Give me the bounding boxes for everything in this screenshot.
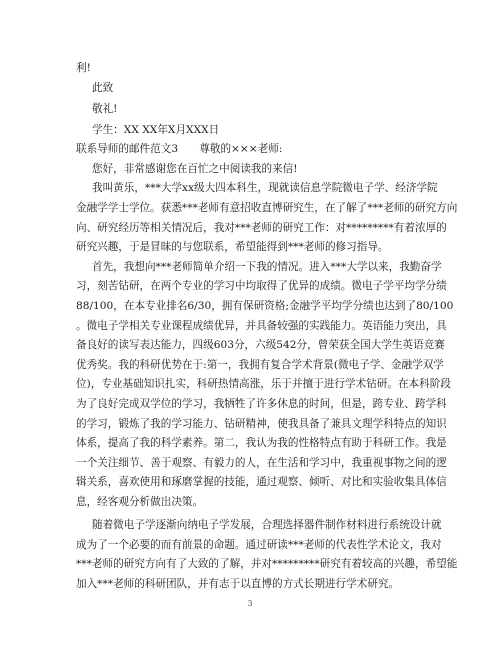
paragraph-line: 随着微电子学逐渐向纳电子学发展，合理选择器件制作材料进行系统设计就: [92, 519, 442, 531]
paragraph-line: 成为了一个必要的而有前景的命题。通过研读***老师的代表性学术论文，我对: [76, 539, 442, 551]
paragraph-line: 金融学学士学位。获悉***老师有意招收直博研究生，在了解了***老师的研究方向: [76, 202, 458, 214]
closing-line: 此致: [92, 82, 114, 94]
section-heading: 联系导师的邮件范文3 尊敬的×××老师:: [76, 143, 283, 155]
paragraph-line: 研究兴趣，于是冒昧的与您联系，希望能得到***老师的修习指导。: [76, 241, 389, 253]
paragraph-line: ***老师的研究方向有了大致的了解，并对*********研究有着较高的兴趣，希望能: [76, 558, 458, 570]
paragraph-line: 息，经客观分析做出决策。: [76, 496, 204, 508]
paragraph-line: 备良好的读写表达能力，四级603分，六级542分，曾荣获全国大学生英语竞赛: [76, 339, 445, 351]
paragraph-line: 首先，我想向***老师简单介绍一下我的情况。进入***大学以来，我勤奋学: [92, 261, 442, 273]
paragraph-line: 为了良好完成双学位的学习，我牺牲了许多休息的时间，但是，跨专业、跨学科: [76, 398, 447, 410]
paragraph-line: 的学习，锻炼了我的学习能力、钻研精神，使我具备了兼具文理学科特点的知识: [76, 418, 447, 430]
page-number: 3: [247, 599, 253, 608]
signature-line: 学生：XX XX年X月XXX日: [92, 124, 220, 136]
paragraph-line: 体系，提高了我的科学素养。第二，我认为我的性格特点有助于科研工作。我是: [76, 437, 447, 449]
paragraph-line: 88/100，在本专业排名6/30，拥有保研资格;金融学平均学分绩也达到了80/100: [76, 300, 454, 312]
paragraph-line: 我叫黄乐，***大学xx级大四本科生，现就读信息学院微电子学、经济学院: [92, 182, 438, 194]
paragraph-line: 位)，专业基础知识扎实，科研热情高涨，乐于并擅于进行学术钻研。在本科阶段: [76, 378, 451, 390]
closing-line: 敬礼!: [92, 103, 118, 115]
paragraph-line: 一个关注细节、善于观察、有毅力的人，在生活和学习中，我重视事物之间的逻: [76, 457, 447, 469]
paragraph-line: 习，刻苦钻研，在两个专业的学习中均取得了优异的成绩。微电子学平均学分绩: [76, 280, 447, 292]
paragraph-line: 。微电子学相关专业课程成绩优异，并具备较强的实践能力。英语能力突出，具: [76, 320, 447, 332]
greeting-line: 您好，非常感谢您在百忙之中阅读我的来信!: [92, 163, 298, 175]
text-line: 利!: [76, 62, 91, 74]
paragraph-line: 向、研究经历等相关情况后，我对***老师的研究工作：对*********有着浓厚的: [76, 222, 447, 234]
paragraph-line: 优秀奖。我的科研优势在于:第一，我拥有复合学术背景(微电子学、金融学双学: [76, 359, 444, 371]
paragraph-line: 辑关系，喜欢使用和琢磨掌握的技能，通过观察、倾听、对比和实验收集具体信: [76, 476, 447, 488]
paragraph-line: 加入***老师的科研团队，并有志于以直博的方式长期进行学术研究。: [76, 578, 400, 590]
